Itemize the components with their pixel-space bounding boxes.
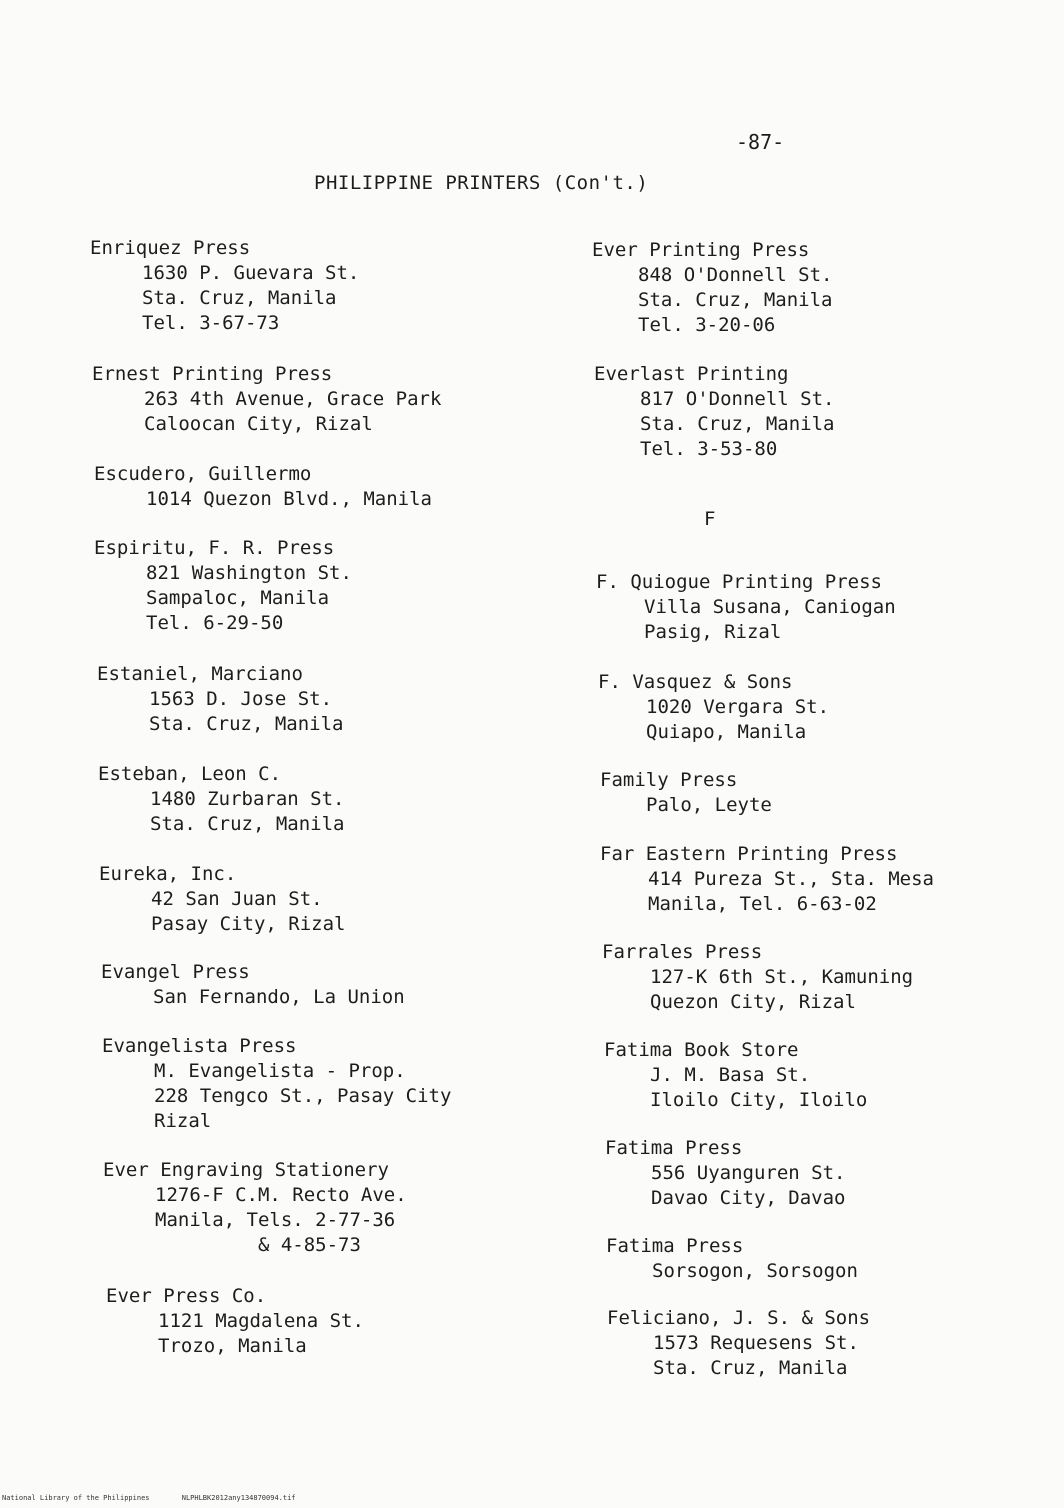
- page-title: PHILIPPINE PRINTERS (Con't.): [314, 172, 649, 194]
- entry-name: Feliciano, J. S. & Sons: [607, 1307, 871, 1329]
- footer-file: NLPHLBK2012any134870094.tif: [181, 1494, 296, 1502]
- entry-line: 1480 Zurbaran St.: [150, 788, 345, 810]
- entry-line: Tel. 6-29-50: [146, 612, 284, 634]
- list-item: [90, 236, 359, 336]
- entry-name: Ever Engraving Stationery: [103, 1159, 389, 1181]
- entry-name: Enriquez Press: [90, 237, 251, 259]
- entry-name: Escudero, Guillermo: [94, 463, 312, 485]
- list-item: [92, 362, 441, 437]
- section-letter: F: [704, 508, 716, 530]
- entry-name: Ever Printing Press: [592, 239, 810, 261]
- list-item: [94, 536, 352, 636]
- page-number: -87-: [736, 130, 785, 154]
- entry-line: 1020 Vergara St.: [646, 696, 830, 718]
- entry-line: Sta. Cruz, Manila: [638, 289, 833, 311]
- entry-line: 1276-F C.M. Recto Ave.: [155, 1184, 407, 1206]
- list-item: [602, 940, 913, 1015]
- entry-line: Pasig, Rizal: [644, 621, 782, 643]
- entry-line: Pasay City, Rizal: [151, 913, 346, 935]
- entry-line: Sampaloc, Manila: [146, 587, 330, 609]
- scan-footer: [2, 1494, 324, 1502]
- entry-line: 821 Washington St.: [146, 562, 352, 584]
- footer-library: National Library of the Philippines: [2, 1494, 150, 1502]
- list-item: [103, 1158, 407, 1258]
- entry-line: 127-K 6th St., Kamuning: [650, 966, 914, 988]
- entry-line: 1014 Quezon Blvd., Manila: [146, 488, 432, 510]
- list-item: [604, 1038, 867, 1113]
- list-item: [606, 1234, 858, 1284]
- entry-line: Rizal: [154, 1110, 212, 1132]
- entry-name: Evangelista Press: [102, 1035, 297, 1057]
- list-item: [106, 1284, 364, 1359]
- entry-line: Manila, Tel. 6-63-02: [648, 893, 877, 915]
- entry-name: Everlast Printing: [594, 363, 789, 385]
- entry-line: Sta. Cruz, Manila: [142, 287, 337, 309]
- entry-line: M. Evangelista - Prop.: [154, 1060, 406, 1082]
- entry-line: & 4-85-73: [155, 1234, 361, 1256]
- entry-line: Tel. 3-67-73: [142, 312, 280, 334]
- entry-line: Sta. Cruz, Manila: [640, 413, 835, 435]
- entry-name: Family Press: [600, 769, 738, 791]
- entry-name: Ever Press Co.: [106, 1285, 267, 1307]
- entry-line: Davao City, Davao: [651, 1187, 846, 1209]
- entry-line: Sorsogon, Sorsogon: [652, 1260, 858, 1282]
- entry-line: 556 Uyanguren St.: [651, 1162, 846, 1184]
- entry-name: Ernest Printing Press: [92, 363, 333, 385]
- entry-name: Estaniel, Marciano: [97, 663, 303, 685]
- entry-name: Fatima Book Store: [604, 1039, 799, 1061]
- entry-line: 42 San Juan St.: [151, 888, 323, 910]
- entry-line: Tel. 3-53-80: [640, 438, 778, 460]
- list-item: [600, 768, 772, 818]
- list-item: [598, 670, 829, 745]
- entry-line: Manila, Tels. 2-77-36: [155, 1209, 396, 1231]
- entry-line: 817 O'Donnell St.: [640, 388, 835, 410]
- entry-name: Fatima Press: [606, 1235, 744, 1257]
- entry-name: F. Vasquez & Sons: [598, 671, 793, 693]
- list-item: [594, 362, 834, 462]
- entry-line: Quiapo, Manila: [646, 721, 807, 743]
- entry-line: Trozo, Manila: [158, 1335, 307, 1357]
- list-item: [101, 960, 405, 1010]
- entry-line: Sta. Cruz, Manila: [149, 713, 344, 735]
- entry-line: Sta. Cruz, Manila: [653, 1357, 848, 1379]
- entry-name: Eureka, Inc.: [99, 863, 237, 885]
- entry-line: 1573 Requesens St.: [653, 1332, 859, 1354]
- list-item: [605, 1136, 845, 1211]
- entry-line: 1630 P. Guevara St.: [142, 262, 360, 284]
- list-item: [102, 1034, 451, 1134]
- entry-line: Tel. 3-20-06: [638, 314, 776, 336]
- entry-name: Fatima Press: [605, 1137, 743, 1159]
- entry-name: F. Quiogue Printing Press: [596, 571, 882, 593]
- entry-name: Farrales Press: [602, 941, 763, 963]
- entry-line: Villa Susana, Caniogan: [644, 596, 896, 618]
- entry-name: Evangel Press: [101, 961, 250, 983]
- entry-line: Caloocan City, Rizal: [144, 413, 373, 435]
- entry-line: San Fernando, La Union: [153, 986, 405, 1008]
- list-item: [99, 862, 345, 937]
- list-item: [596, 570, 896, 645]
- entry-line: Sta. Cruz, Manila: [150, 813, 345, 835]
- list-item: [98, 762, 344, 837]
- entry-line: 263 4th Avenue, Grace Park: [144, 388, 442, 410]
- entry-line: 848 O'Donnell St.: [638, 264, 833, 286]
- entry-line: 414 Pureza St., Sta. Mesa: [648, 868, 934, 890]
- entry-line: 1563 D. Jose St.: [149, 688, 333, 710]
- entry-line: Iloilo City, Iloilo: [650, 1089, 868, 1111]
- entry-line: Quezon City, Rizal: [650, 991, 856, 1013]
- list-item: [592, 238, 832, 338]
- entry-name: Esteban, Leon C.: [98, 763, 282, 785]
- entry-line: 228 Tengco St., Pasay City: [154, 1085, 452, 1107]
- entry-name: Espiritu, F. R. Press: [94, 537, 335, 559]
- list-item: [94, 462, 432, 512]
- list-item: [600, 842, 934, 917]
- list-item: [607, 1306, 870, 1381]
- entry-line: J. M. Basa St.: [650, 1064, 811, 1086]
- entry-line: Palo, Leyte: [646, 794, 772, 816]
- entry-line: 1121 Magdalena St.: [158, 1310, 364, 1332]
- entry-name: Far Eastern Printing Press: [600, 843, 898, 865]
- list-item: [97, 662, 343, 737]
